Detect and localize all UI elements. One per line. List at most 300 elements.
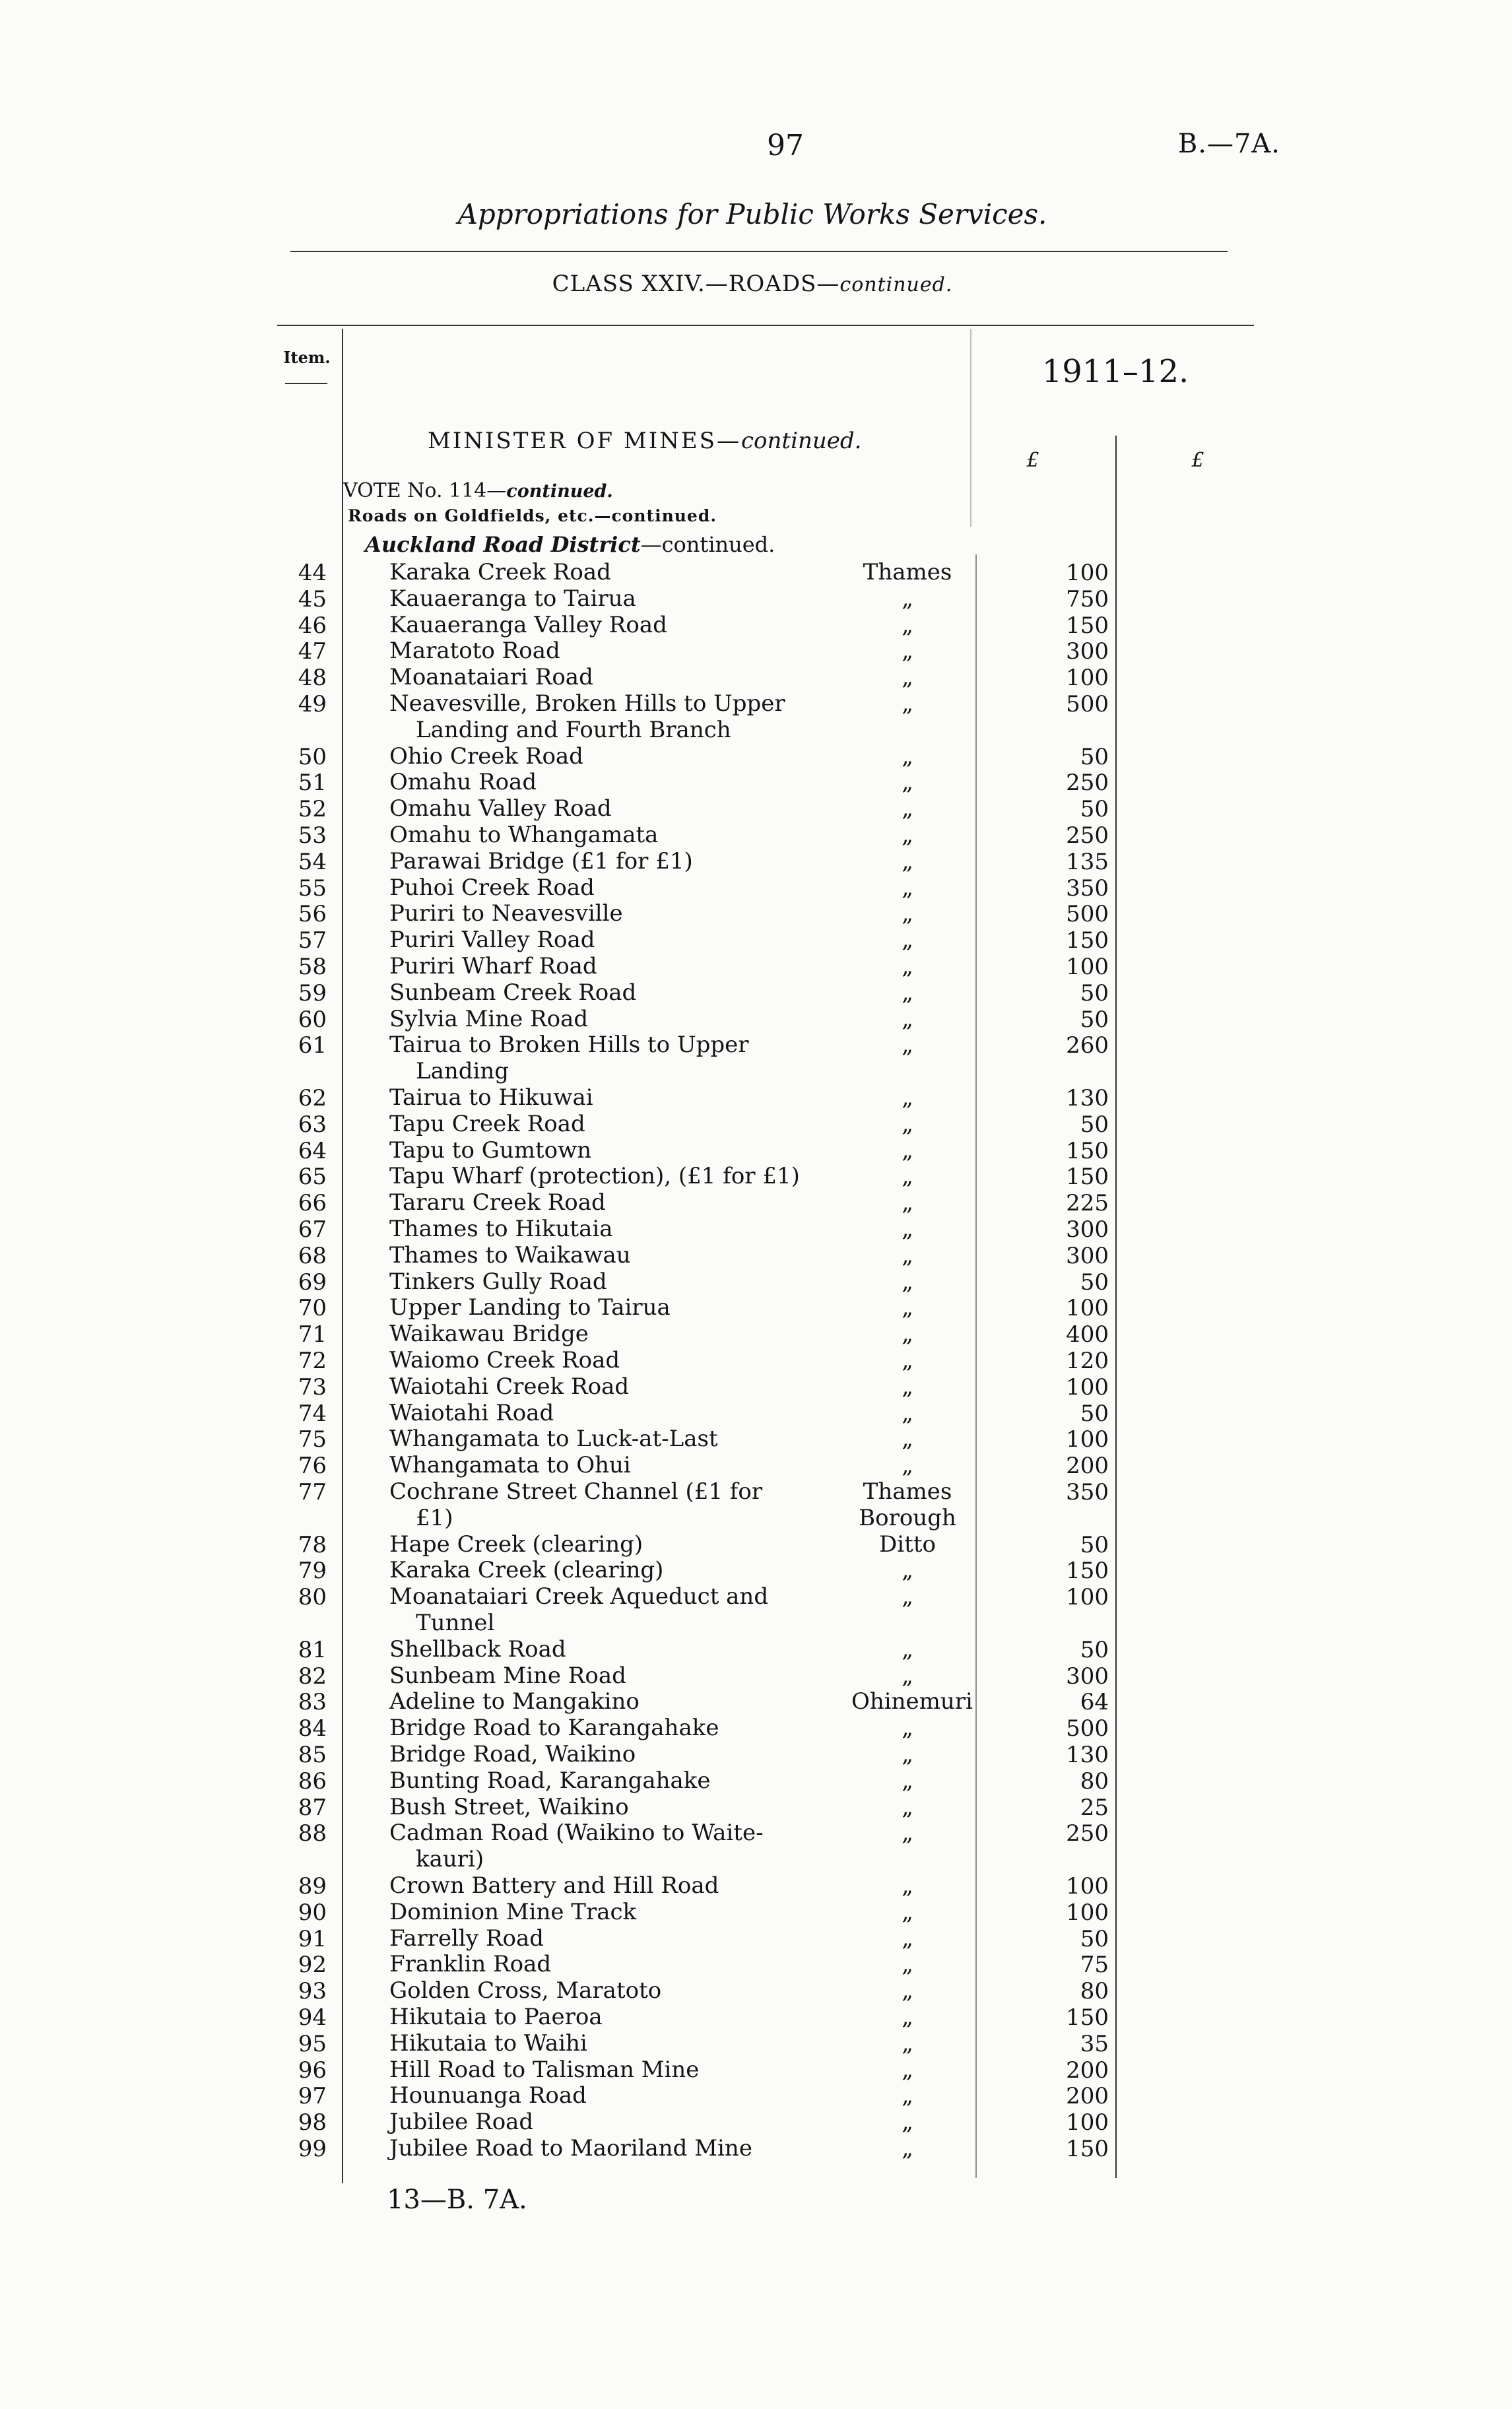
appropriation-amount: 200 <box>1066 1453 1109 1480</box>
road-district <box>851 927 964 954</box>
road-name <box>389 586 812 612</box>
road-district-line: „ <box>902 2030 913 2057</box>
road-name-line: Parawai Bridge (£1 for £1) <box>389 847 693 874</box>
road-district-line: „ <box>902 2004 913 2030</box>
item-number: 88 <box>298 1820 327 1847</box>
road-district <box>851 612 964 639</box>
item-number: 50 <box>298 743 327 770</box>
appropriation-amount: 400 <box>1066 1321 1109 1348</box>
road-name <box>389 1426 812 1453</box>
road-district-line: „ <box>902 2056 913 2083</box>
header-divider-rule <box>970 329 971 527</box>
road-district-line: „ <box>902 1715 913 1742</box>
road-district <box>851 796 964 822</box>
road-name <box>389 1637 812 1663</box>
item-number: 67 <box>298 1216 327 1243</box>
road-name-line: Crown Battery and Hill Road <box>389 1872 719 1899</box>
road-district <box>851 2109 964 2136</box>
road-district-line: „ <box>902 822 913 848</box>
item-number: 95 <box>298 2030 327 2057</box>
road-name <box>389 1164 812 1190</box>
item-number: 59 <box>298 979 327 1006</box>
road-district <box>851 980 964 1006</box>
road-name <box>389 927 812 954</box>
item-number: 83 <box>298 1689 327 1716</box>
table-row <box>0 1032 1512 1085</box>
road-name-line: Sylvia Mine Road <box>389 1005 589 1032</box>
road-district <box>851 2057 964 2084</box>
table-row <box>0 1820 1512 1873</box>
road-name <box>389 1216 812 1243</box>
road-district <box>851 1138 964 1164</box>
road-name <box>389 1085 812 1111</box>
district-heading <box>365 532 775 557</box>
district-heading-main: Auckland Road District <box>365 532 641 557</box>
road-name-line: Cochrane Street Channel (£1 for <box>389 1478 763 1505</box>
road-district-line: „ <box>902 900 913 927</box>
road-name <box>389 1138 812 1164</box>
road-name-line: Tairua to Hikuwai <box>389 1084 593 1111</box>
item-column-header: Item. <box>283 348 331 367</box>
road-name-line: Maratoto Road <box>389 638 560 665</box>
road-district-line: „ <box>902 874 913 901</box>
road-name-line: Bridge Road to Karangahake <box>389 1715 719 1742</box>
road-name-line: Bush Street, Waikino <box>389 1793 629 1820</box>
item-number: 98 <box>298 2109 327 2136</box>
road-name <box>389 1321 812 1348</box>
road-district-line: „ <box>902 847 913 874</box>
item-number: 52 <box>298 796 327 823</box>
appropriation-amount: 350 <box>1066 874 1109 902</box>
road-name-line: Ohio Creek Road <box>389 742 583 770</box>
road-district-line: „ <box>902 1872 913 1899</box>
item-number: 77 <box>298 1479 327 1505</box>
road-district-line: „ <box>902 1163 913 1190</box>
road-district <box>851 1873 964 1899</box>
road-name-line: Puriri Wharf Road <box>389 953 597 979</box>
item-number: 64 <box>298 1137 327 1164</box>
road-name-line: Puriri to Neavesville <box>389 900 623 927</box>
item-number: 71 <box>298 1321 327 1348</box>
appropriation-amount: 300 <box>1066 1663 1109 1690</box>
road-name <box>389 796 812 822</box>
goldfields-heading: Roads on Goldfields, etc.—continued. <box>348 506 717 525</box>
road-district-line: „ <box>902 1820 913 1847</box>
road-district <box>851 2031 964 2057</box>
road-name <box>389 1820 812 1873</box>
road-district <box>851 1085 964 1111</box>
item-number: 99 <box>298 2136 327 2162</box>
road-district-line: „ <box>902 1189 913 1216</box>
appropriation-amount: 500 <box>1066 691 1109 717</box>
road-name-line: Tapu Creek Road <box>389 1110 585 1137</box>
road-name-line: Bunting Road, Karangahake <box>389 1767 711 1794</box>
report-code: B.—7A. <box>1177 129 1280 159</box>
road-name-line: Jubilee Road <box>389 2109 534 2136</box>
appropriation-amount: 50 <box>1080 1269 1109 1296</box>
item-number: 80 <box>298 1584 327 1611</box>
road-name-line: Dominion Mine Track <box>389 1898 637 1925</box>
road-district <box>851 1348 964 1374</box>
road-name <box>389 1663 812 1690</box>
road-district <box>851 1164 964 1190</box>
appropriation-amount: 150 <box>1066 2136 1109 2162</box>
road-name <box>389 1348 812 1374</box>
road-district-line: „ <box>902 1137 913 1164</box>
road-district <box>851 1111 964 1138</box>
road-name-line: Hikutaia to Waihi <box>389 2030 587 2057</box>
minister-heading-main: MINISTER OF MINES— <box>428 428 741 454</box>
currency-symbol-1: £ <box>1026 449 1039 472</box>
road-district-line: „ <box>902 1925 913 1952</box>
road-name-line: Tararu Creek Road <box>389 1189 606 1216</box>
appropriation-amount: 250 <box>1066 770 1109 797</box>
road-name <box>389 1111 812 1138</box>
item-number: 97 <box>298 2083 327 2110</box>
road-name <box>389 2136 812 2162</box>
road-name <box>389 1952 812 1978</box>
appropriation-amount: 100 <box>1066 665 1109 692</box>
road-name <box>389 2083 812 2109</box>
appropriation-amount: 100 <box>1066 954 1109 980</box>
table-row <box>0 1584 1512 1637</box>
road-name-line: Puriri Valley Road <box>389 927 595 954</box>
road-name <box>389 1768 812 1795</box>
item-number: 89 <box>298 1873 327 1899</box>
road-district-line: „ <box>902 1294 913 1321</box>
road-name <box>389 822 812 849</box>
appropriation-amount: 150 <box>1066 1137 1109 1164</box>
road-district-line: „ <box>902 979 913 1006</box>
appropriation-amount: 500 <box>1066 1715 1109 1742</box>
road-name-line: Tinkers Gully Road <box>389 1268 607 1295</box>
item-number: 62 <box>298 1085 327 1111</box>
road-name-line: Omahu Road <box>389 769 537 796</box>
road-district-line: „ <box>902 1084 913 1111</box>
appropriation-amount: 100 <box>1066 1899 1109 1926</box>
road-district-line: „ <box>902 1557 913 1584</box>
road-district-line: „ <box>902 1005 913 1032</box>
item-number: 87 <box>298 1794 327 1821</box>
road-district-line: „ <box>902 2109 913 2136</box>
item-number: 91 <box>298 1925 327 1952</box>
item-number: 75 <box>298 1426 327 1453</box>
road-name-line: Upper Landing to Tairua <box>389 1294 671 1321</box>
item-number: 82 <box>298 1663 327 1690</box>
road-district <box>851 1637 964 1663</box>
road-name-line: Thames to Hikutaia <box>389 1216 613 1242</box>
road-district-line: „ <box>902 1583 913 1610</box>
appropriation-amount: 120 <box>1066 1348 1109 1374</box>
road-district-line: „ <box>902 1793 913 1820</box>
item-number: 74 <box>298 1400 327 1427</box>
appropriation-amount: 200 <box>1066 2083 1109 2110</box>
appropriation-amount: 75 <box>1080 1952 1109 1979</box>
road-district <box>851 1795 964 1821</box>
road-name <box>389 665 812 691</box>
appropriation-amount: 50 <box>1080 743 1109 770</box>
road-name-line: Waiotahi Creek Road <box>389 1373 630 1400</box>
road-district <box>851 1663 964 1690</box>
road-district <box>851 1453 964 1479</box>
road-name-line: Golden Cross, Maratoto <box>389 1977 662 2004</box>
road-name-line: Sunbeam Mine Road <box>389 1662 626 1689</box>
table-row <box>0 691 1512 744</box>
title-rule <box>290 251 1228 252</box>
item-number: 69 <box>298 1269 327 1296</box>
appropriation-amount: 135 <box>1066 848 1109 875</box>
road-district <box>851 744 964 770</box>
road-name-line: Franklin Road <box>389 1951 552 1978</box>
road-name <box>389 1532 812 1558</box>
appropriation-amount: 500 <box>1066 901 1109 928</box>
road-district <box>851 1742 964 1768</box>
road-district-line: „ <box>902 1241 913 1269</box>
road-name-line: Karaka Creek (clearing) <box>389 1557 664 1584</box>
road-name-line: Karaka Creek Road <box>389 559 611 585</box>
road-name <box>389 1295 812 1321</box>
road-district-line: „ <box>902 1452 913 1479</box>
road-district-line: „ <box>902 2082 913 2109</box>
vote-heading-continued: continued. <box>506 481 613 502</box>
road-name <box>389 1795 812 1821</box>
road-district-line: „ <box>902 1767 913 1794</box>
class-heading-main: CLASS XXIV.—ROADS— <box>552 271 840 297</box>
item-number: 94 <box>298 2004 327 2031</box>
road-district-line: „ <box>902 1635 913 1663</box>
road-name <box>389 901 812 927</box>
appropriation-amount: 50 <box>1080 979 1109 1006</box>
item-number: 93 <box>298 1978 327 2005</box>
item-number: 85 <box>298 1742 327 1768</box>
road-district-line: „ <box>902 1268 913 1295</box>
road-district <box>851 1899 964 1926</box>
road-district <box>851 1032 964 1059</box>
road-name-line: Cadman Road (Waikino to Waite- <box>389 1820 764 1847</box>
road-name-line: Waiotahi Road <box>389 1399 554 1426</box>
appropriation-amount: 50 <box>1080 1925 1109 1952</box>
appropriation-amount: 130 <box>1066 1085 1109 1111</box>
road-name-line: Waiomo Creek Road <box>389 1347 620 1373</box>
district-heading-continued: —continued. <box>640 532 775 557</box>
appropriation-amount: 50 <box>1080 1400 1109 1427</box>
road-name-line: Shellback Road <box>389 1635 566 1663</box>
road-district <box>851 875 964 902</box>
road-district-line: „ <box>902 1426 913 1453</box>
appropriation-amount: 80 <box>1080 1978 1109 2005</box>
item-number: 55 <box>298 874 327 902</box>
item-number: 78 <box>298 1531 327 1558</box>
road-district <box>851 1269 964 1296</box>
road-district <box>851 1820 964 1847</box>
road-district <box>851 1216 964 1243</box>
appropriation-amount: 200 <box>1066 2057 1109 2084</box>
appropriation-amount: 80 <box>1080 1767 1109 1795</box>
road-name <box>389 744 812 770</box>
road-district <box>851 1479 964 1532</box>
item-number: 53 <box>298 822 327 849</box>
appropriation-amount: 100 <box>1066 1873 1109 1899</box>
item-number: 51 <box>298 770 327 797</box>
appropriation-amount: 150 <box>1066 612 1109 639</box>
road-district-line: „ <box>902 927 913 954</box>
road-name-line: Jubilee Road to Maoriland Mine <box>389 2135 752 2162</box>
road-name <box>389 1978 812 2004</box>
appropriation-amount: 150 <box>1066 1558 1109 1585</box>
year-column-header: 1911–12. <box>1041 353 1189 390</box>
item-number: 73 <box>298 1373 327 1401</box>
appropriation-amount: 50 <box>1080 796 1109 823</box>
road-name-line: Hikutaia to Paeroa <box>389 2004 603 2030</box>
road-name-line: Farrelly Road <box>389 1925 544 1952</box>
road-name <box>389 849 812 875</box>
road-district <box>851 849 964 875</box>
road-district <box>851 1768 964 1795</box>
road-name-line: Tapu Wharf (protection), (£1 for £1) <box>389 1163 800 1190</box>
road-name <box>389 1899 812 1926</box>
road-name-continuation: kauri) <box>416 1846 484 1873</box>
road-district-line: „ <box>902 769 913 796</box>
appropriation-amount: 260 <box>1066 1032 1109 1059</box>
road-district <box>851 901 964 927</box>
road-name-line: Puhoi Creek Road <box>389 874 595 901</box>
road-district-continuation: Borough <box>859 1504 956 1531</box>
item-number: 46 <box>298 612 327 639</box>
item-number: 90 <box>298 1899 327 1926</box>
road-district-line: „ <box>902 795 913 822</box>
road-name <box>389 2057 812 2084</box>
page-title: Appropriations for Public Works Services. <box>457 198 1047 230</box>
appropriation-amount: 50 <box>1080 1636 1109 1663</box>
road-name-line: Whangamata to Luck-at-Last <box>389 1426 718 1453</box>
road-name-line: Adeline to Mangakino <box>389 1688 640 1715</box>
item-number: 57 <box>298 927 327 954</box>
appropriation-amount: 100 <box>1066 1584 1109 1611</box>
table-row <box>0 1479 1512 1532</box>
road-name <box>389 638 812 665</box>
road-district <box>851 560 964 586</box>
road-name-line: Tapu to Gumtown <box>389 1137 592 1164</box>
item-number: 45 <box>298 585 327 612</box>
road-name-continuation: Landing <box>416 1058 509 1085</box>
road-name <box>389 2004 812 2031</box>
road-district-line: „ <box>902 611 913 638</box>
appropriation-amount: 350 <box>1066 1479 1109 1505</box>
appropriation-amount: 100 <box>1066 1295 1109 1322</box>
appropriation-amount: 100 <box>1066 2109 1109 2136</box>
page-number: 97 <box>767 129 804 162</box>
road-name-line: Neavesville, Broken Hills to Upper <box>389 690 785 717</box>
item-number: 66 <box>298 1190 327 1217</box>
road-name <box>389 1453 812 1479</box>
appropriation-amount: 50 <box>1080 1111 1109 1138</box>
road-district-line: „ <box>902 1399 913 1426</box>
road-name-line: Sunbeam Creek Road <box>389 979 637 1006</box>
road-district <box>851 1952 964 1978</box>
item-number: 84 <box>298 1715 327 1742</box>
road-name-line: Omahu to Whangamata <box>389 822 659 848</box>
appropriation-amount: 300 <box>1066 1242 1109 1269</box>
road-district <box>851 1321 964 1348</box>
item-number: 58 <box>298 954 327 980</box>
road-name <box>389 1873 812 1899</box>
item-number: 65 <box>298 1164 327 1191</box>
appropriation-amount: 150 <box>1066 1164 1109 1191</box>
road-district <box>851 1926 964 1952</box>
road-name <box>389 1269 812 1296</box>
road-name-line: Hape Creek (clearing) <box>389 1531 643 1558</box>
road-name <box>389 954 812 980</box>
appropriation-amount: 100 <box>1066 560 1109 586</box>
table-row <box>0 2136 1512 2189</box>
road-district-line: „ <box>902 1032 913 1059</box>
road-name <box>389 1584 812 1637</box>
class-heading-continued: continued. <box>839 273 953 296</box>
item-number: 86 <box>298 1767 327 1795</box>
class-heading <box>290 271 1214 297</box>
road-name-line: Moanataiari Road <box>389 664 593 691</box>
road-district-line: „ <box>902 1321 913 1348</box>
item-number: 79 <box>298 1558 327 1585</box>
item-number: 48 <box>298 665 327 692</box>
road-name-line: Bridge Road, Waikino <box>389 1741 636 1767</box>
item-number: 70 <box>298 1295 327 1322</box>
road-name <box>389 1715 812 1742</box>
road-district-line: „ <box>902 1741 913 1767</box>
road-district <box>851 1243 964 1269</box>
road-name-line: Tairua to Broken Hills to Upper <box>389 1032 749 1059</box>
road-district-line: „ <box>902 690 913 717</box>
item-number: 56 <box>298 901 327 928</box>
road-district <box>851 586 964 612</box>
vote-heading-main: VOTE No. 114— <box>343 479 507 502</box>
vote-heading <box>343 479 613 502</box>
item-header-underline <box>285 383 327 384</box>
appropriation-amount: 150 <box>1066 927 1109 954</box>
road-district <box>851 2004 964 2031</box>
road-name <box>389 691 812 744</box>
appropriation-amount: 100 <box>1066 1426 1109 1453</box>
road-district-line: „ <box>902 1898 913 1925</box>
appropriation-amount: 250 <box>1066 822 1109 849</box>
road-name-continuation: Landing and Fourth Branch <box>416 716 731 743</box>
road-district <box>851 822 964 849</box>
road-district <box>851 691 964 717</box>
item-number: 47 <box>298 638 327 665</box>
road-name <box>389 560 812 586</box>
road-name-line: Kauaeranga to Tairua <box>389 585 636 612</box>
currency-symbol-2: £ <box>1191 449 1204 472</box>
road-name-continuation: Tunnel <box>416 1609 495 1636</box>
road-name-line: Waikawau Bridge <box>389 1321 589 1348</box>
road-district <box>851 954 964 980</box>
road-name-line: Thames to Waikawau <box>389 1241 631 1269</box>
road-district-line: Thames <box>863 559 952 585</box>
road-district <box>851 770 964 796</box>
appropriation-amount: 300 <box>1066 638 1109 665</box>
road-name-line: Kauaeranga Valley Road <box>389 611 667 638</box>
signature-mark: 13—B. 7A. <box>387 2185 527 2215</box>
road-name-line: Hounuanga Road <box>389 2082 587 2109</box>
road-district <box>851 1558 964 1584</box>
road-district-line: Ohinemuri <box>851 1688 973 1715</box>
appropriation-amount: 225 <box>1066 1190 1109 1217</box>
road-district-line: „ <box>902 953 913 979</box>
road-name <box>389 1374 812 1401</box>
road-district-line: „ <box>902 638 913 665</box>
road-district-line: „ <box>902 1662 913 1689</box>
item-number: 68 <box>298 1242 327 1269</box>
